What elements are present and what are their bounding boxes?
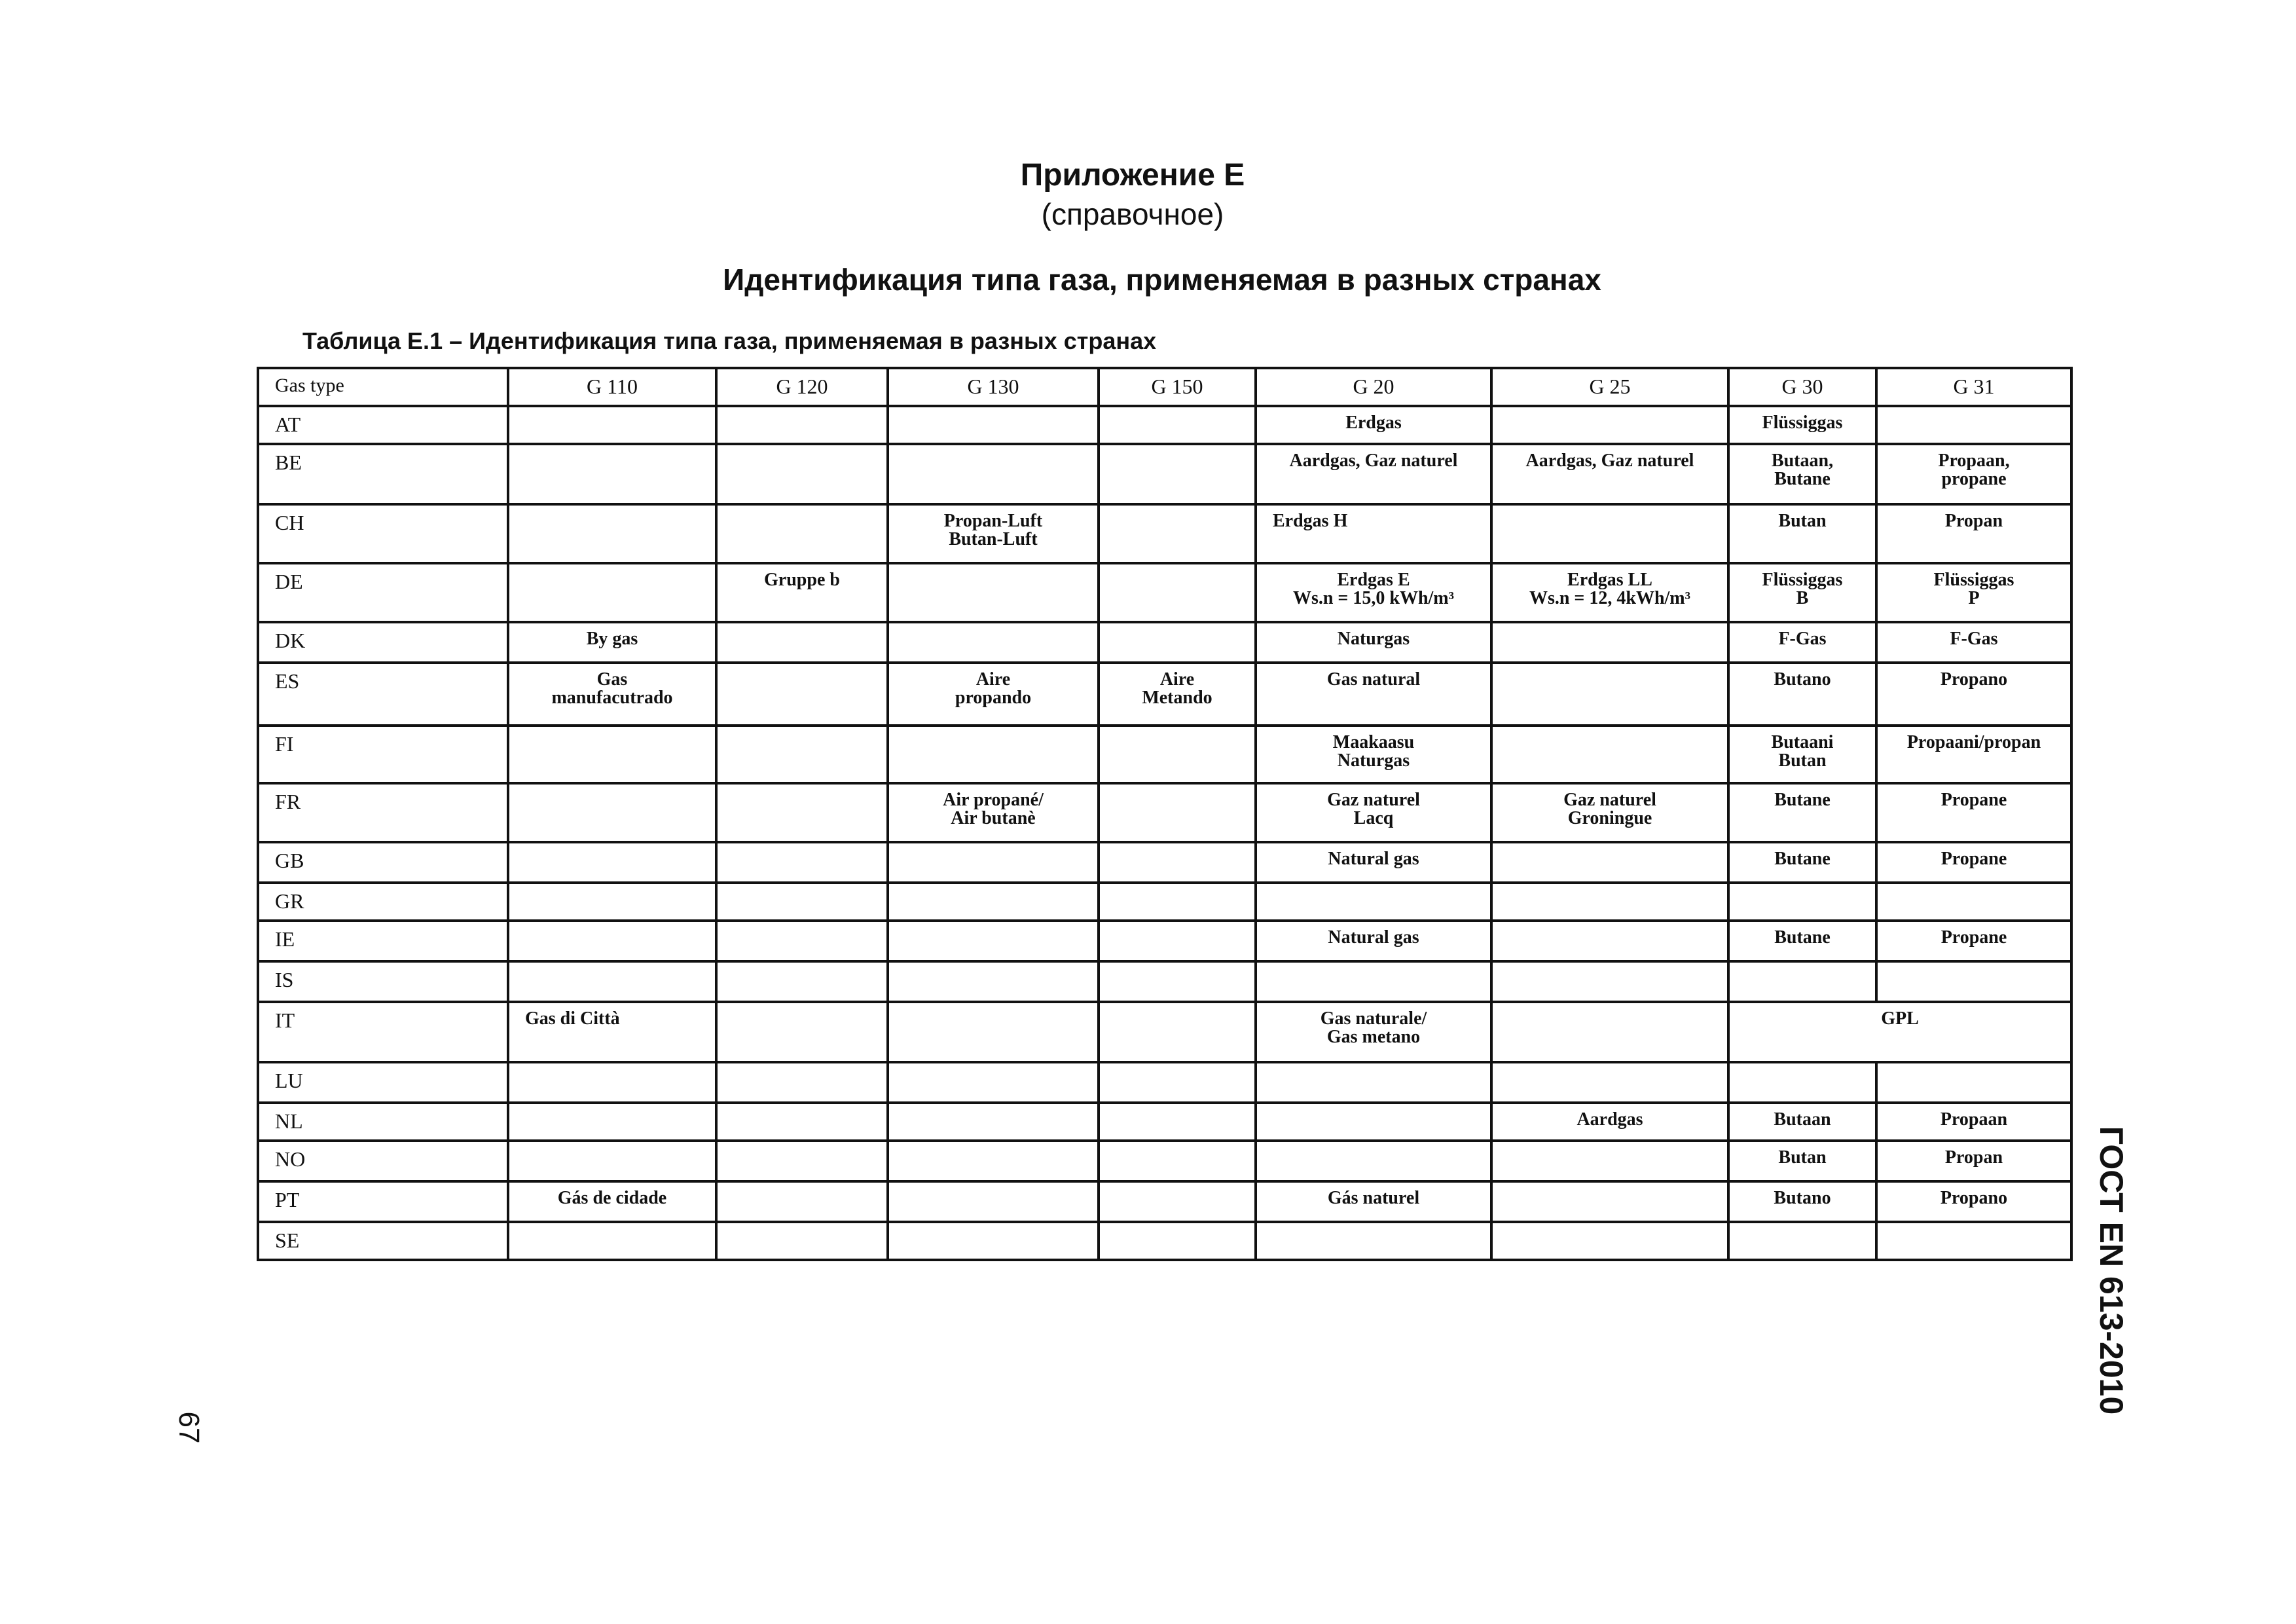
gas-name-cell: By gas	[508, 622, 716, 663]
gas-name-cell	[1491, 726, 1728, 783]
gas-name-cell: Propane	[1876, 842, 2071, 883]
gas-name-cell	[1099, 961, 1256, 1002]
gas-name-cell	[1491, 1002, 1728, 1062]
table-row	[258, 1062, 2071, 1103]
gas-name-cell	[1491, 921, 1728, 961]
gas-name-cell	[1099, 406, 1256, 444]
gas-name-cell: Butane	[1728, 842, 1876, 883]
gas-name-cell: Flüssiggas B	[1728, 563, 1876, 622]
standard-designation: ГОСТ EN 613-2010	[2093, 1126, 2130, 1415]
gas-name-cell	[716, 921, 888, 961]
gas-name-cell	[1099, 622, 1256, 663]
column-header: G 120	[716, 368, 888, 406]
country-code: IT	[258, 1002, 508, 1062]
gas-name-cell: Propan	[1876, 504, 2071, 563]
gas-name-cell: Naturgas	[1256, 622, 1491, 663]
gas-name-cell	[508, 883, 716, 921]
gas-name-cell: Aardgas, Gaz naturel	[1256, 444, 1491, 504]
gas-name-cell	[716, 842, 888, 883]
gas-name-cell: Propaan, propane	[1876, 444, 2071, 504]
gas-name-cell	[716, 1002, 888, 1062]
country-code: CH	[258, 504, 508, 563]
gas-name-cell	[716, 1222, 888, 1260]
table-row	[258, 961, 2071, 1002]
country-code: PT	[258, 1181, 508, 1222]
gas-name-cell	[508, 504, 716, 563]
gas-name-cell	[1876, 406, 2071, 444]
country-code: GR	[258, 883, 508, 921]
gas-name-cell	[1491, 1141, 1728, 1181]
gas-name-cell	[888, 842, 1099, 883]
table-row	[258, 783, 2071, 842]
gas-name-cell: Butaani Butan	[1728, 726, 1876, 783]
gas-name-cell: Gaz naturel Groningue	[1491, 783, 1728, 842]
country-code: DK	[258, 622, 508, 663]
table-row	[258, 1222, 2071, 1260]
gas-name-cell	[716, 783, 888, 842]
column-header: G 110	[508, 368, 716, 406]
country-code: GB	[258, 842, 508, 883]
gas-name-cell	[888, 1103, 1099, 1141]
table-row	[258, 1181, 2071, 1222]
gas-name-cell	[1728, 883, 1876, 921]
gas-name-cell	[888, 1222, 1099, 1260]
gas-name-cell	[716, 444, 888, 504]
gas-name-cell: Flüssiggas	[1728, 406, 1876, 444]
gas-name-cell: Gaz naturel Lacq	[1256, 783, 1491, 842]
gas-name-cell	[716, 1103, 888, 1141]
gas-name-cell: Propano	[1876, 1181, 2071, 1222]
country-code: ES	[258, 663, 508, 726]
gas-name-cell: Gas di Città	[508, 1002, 716, 1062]
gas-name-cell	[716, 883, 888, 921]
gas-name-cell	[716, 406, 888, 444]
column-header: G 31	[1876, 368, 2071, 406]
gas-name-cell: Propan	[1876, 1141, 2071, 1181]
gas-name-cell: Erdgas LL Ws.n = 12, 4kWh/m³	[1491, 563, 1728, 622]
country-code: LU	[258, 1062, 508, 1103]
gas-name-cell	[1491, 622, 1728, 663]
gas-name-cell	[1491, 842, 1728, 883]
country-code: FI	[258, 726, 508, 783]
gas-name-cell	[1099, 504, 1256, 563]
gas-name-cell	[888, 883, 1099, 921]
gas-name-cell: Butan	[1728, 1141, 1876, 1181]
gas-name-cell	[508, 1103, 716, 1141]
gas-name-cell	[508, 783, 716, 842]
gas-name-cell: Butaan, Butane	[1728, 444, 1876, 504]
country-code: FR	[258, 783, 508, 842]
gas-name-cell	[1099, 883, 1256, 921]
gas-name-cell	[1099, 1141, 1256, 1181]
gas-name-cell: Aire propando	[888, 663, 1099, 726]
gas-name-cell: Natural gas	[1256, 921, 1491, 961]
gas-name-cell	[888, 622, 1099, 663]
gas-name-cell: Gás de cidade	[508, 1181, 716, 1222]
table-row	[258, 406, 2071, 444]
gas-name-cell: Butano	[1728, 663, 1876, 726]
gas-name-cell	[716, 961, 888, 1002]
gas-name-cell	[1256, 1062, 1491, 1103]
gas-name-cell	[1728, 1062, 1876, 1103]
gas-name-cell	[508, 1062, 716, 1103]
gas-name-cell	[1491, 1222, 1728, 1260]
gas-name-cell	[1876, 1222, 2071, 1260]
column-header: G 130	[888, 368, 1099, 406]
gas-name-cell: Aardgas, Gaz naturel	[1491, 444, 1728, 504]
country-code: NO	[258, 1141, 508, 1181]
gas-name-cell	[508, 444, 716, 504]
gas-name-cell	[1876, 961, 2071, 1002]
gas-type-table	[257, 367, 2073, 1261]
table-header-row	[258, 368, 2071, 406]
table-row	[258, 1141, 2071, 1181]
gas-name-merged-cell: GPL	[1728, 1002, 2071, 1062]
country-code: DE	[258, 563, 508, 622]
gas-name-cell	[1099, 726, 1256, 783]
gas-name-cell	[1256, 1222, 1491, 1260]
gas-name-cell: Propano	[1876, 663, 2071, 726]
column-header: G 20	[1256, 368, 1491, 406]
table-row	[258, 842, 2071, 883]
gas-name-cell	[508, 921, 716, 961]
gas-name-cell	[1728, 1222, 1876, 1260]
table-row	[258, 504, 2071, 563]
gas-name-cell: Erdgas E Ws.n = 15,0 kWh/m³	[1256, 563, 1491, 622]
column-header: G 150	[1099, 368, 1256, 406]
column-header: G 25	[1491, 368, 1728, 406]
table-row	[258, 726, 2071, 783]
gas-name-cell: F-Gas	[1728, 622, 1876, 663]
gas-name-cell: Propane	[1876, 921, 2071, 961]
gas-name-cell	[888, 1141, 1099, 1181]
gas-name-cell	[888, 1181, 1099, 1222]
country-code: BE	[258, 444, 508, 504]
gas-name-cell	[1099, 1222, 1256, 1260]
table-row	[258, 663, 2071, 726]
country-code: SE	[258, 1222, 508, 1260]
column-header: Gas type	[258, 368, 508, 406]
gas-name-cell: Gas natural	[1256, 663, 1491, 726]
table-row	[258, 444, 2071, 504]
table-row	[258, 1103, 2071, 1141]
gas-name-cell: Propaani/propan	[1876, 726, 2071, 783]
gas-name-cell	[1099, 563, 1256, 622]
country-code: IS	[258, 961, 508, 1002]
gas-name-cell	[716, 504, 888, 563]
gas-name-cell: Gas naturale/ Gas metano	[1256, 1002, 1491, 1062]
gas-name-cell	[1876, 1062, 2071, 1103]
gas-name-cell	[508, 1222, 716, 1260]
gas-name-cell	[1099, 921, 1256, 961]
gas-name-cell: Gas manufacutrado	[508, 663, 716, 726]
gas-name-cell	[888, 563, 1099, 622]
gas-name-cell: Gruppe b	[716, 563, 888, 622]
gas-name-cell: Aardgas	[1491, 1103, 1728, 1141]
gas-name-cell	[888, 961, 1099, 1002]
gas-name-cell: Erdgas H	[1256, 504, 1491, 563]
gas-name-cell	[508, 563, 716, 622]
gas-name-cell	[1256, 883, 1491, 921]
gas-name-cell	[1256, 1141, 1491, 1181]
gas-name-cell	[1491, 1062, 1728, 1103]
gas-name-cell: Propane	[1876, 783, 2071, 842]
column-header: G 30	[1728, 368, 1876, 406]
page-number: 67	[173, 1411, 205, 1444]
gas-name-cell	[888, 726, 1099, 783]
gas-name-cell: Gás naturel	[1256, 1181, 1491, 1222]
gas-name-cell	[716, 1062, 888, 1103]
country-code: IE	[258, 921, 508, 961]
gas-name-cell	[888, 444, 1099, 504]
gas-name-cell	[1099, 842, 1256, 883]
gas-name-cell	[508, 726, 716, 783]
country-code: NL	[258, 1103, 508, 1141]
gas-name-cell	[1491, 1181, 1728, 1222]
gas-name-cell: Erdgas	[1256, 406, 1491, 444]
gas-name-cell	[1099, 444, 1256, 504]
gas-name-cell: Propaan	[1876, 1103, 2071, 1141]
gas-name-cell	[1491, 961, 1728, 1002]
gas-name-cell: Propan-Luft Butan-Luft	[888, 504, 1099, 563]
gas-name-cell: Butaan	[1728, 1103, 1876, 1141]
gas-name-cell	[888, 921, 1099, 961]
gas-name-cell	[716, 1181, 888, 1222]
gas-name-cell	[716, 622, 888, 663]
gas-name-cell	[888, 1002, 1099, 1062]
table-row	[258, 921, 2071, 961]
gas-name-cell: Butane	[1728, 921, 1876, 961]
table-row	[258, 883, 2071, 921]
gas-name-cell	[508, 1141, 716, 1181]
table-row	[258, 622, 2071, 663]
gas-name-cell	[716, 663, 888, 726]
gas-name-cell	[716, 1141, 888, 1181]
section-title: Идентификация типа газа, применяемая в разных странах	[723, 263, 1601, 297]
gas-name-cell	[1491, 883, 1728, 921]
gas-name-cell	[1099, 783, 1256, 842]
appendix-title: Приложение Е	[1020, 158, 1245, 193]
gas-name-cell	[1099, 1002, 1256, 1062]
gas-name-cell	[1728, 961, 1876, 1002]
gas-name-cell	[1099, 1181, 1256, 1222]
table-caption: Таблица Е.1 – Идентификация типа газа, применяемая в разных странах	[302, 327, 1157, 354]
gas-name-cell: Maakaasu Naturgas	[1256, 726, 1491, 783]
gas-name-cell: F-Gas	[1876, 622, 2071, 663]
gas-name-cell	[1491, 504, 1728, 563]
table-row	[258, 563, 2071, 622]
gas-name-cell: Aire Metando	[1099, 663, 1256, 726]
gas-name-cell: Butano	[1728, 1181, 1876, 1222]
gas-name-cell: Flüssiggas P	[1876, 563, 2071, 622]
gas-name-cell: Butane	[1728, 783, 1876, 842]
gas-name-cell	[508, 406, 716, 444]
gas-name-cell: Butan	[1728, 504, 1876, 563]
gas-name-cell	[888, 406, 1099, 444]
appendix-subtitle: (справочное)	[1041, 197, 1224, 231]
gas-name-cell: Air propané/ Air butanè	[888, 783, 1099, 842]
gas-name-cell	[508, 842, 716, 883]
gas-name-cell	[1099, 1103, 1256, 1141]
gas-name-cell	[1099, 1062, 1256, 1103]
gas-name-cell	[1256, 961, 1491, 1002]
gas-name-cell	[1491, 663, 1728, 726]
gas-name-cell: Natural gas	[1256, 842, 1491, 883]
gas-name-cell	[716, 726, 888, 783]
table-row	[258, 1002, 2071, 1062]
gas-name-cell	[508, 961, 716, 1002]
country-code: AT	[258, 406, 508, 444]
gas-name-cell	[1491, 406, 1728, 444]
gas-name-cell	[1876, 883, 2071, 921]
gas-name-cell	[1256, 1103, 1491, 1141]
gas-name-cell	[888, 1062, 1099, 1103]
